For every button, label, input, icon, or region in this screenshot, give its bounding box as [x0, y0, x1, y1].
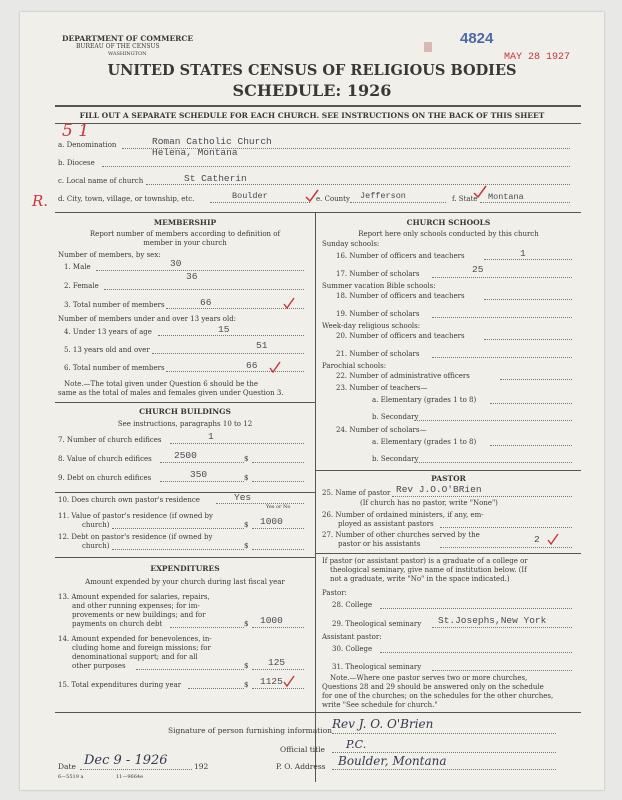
- bureau-name: BUREAU OF THE CENSUS: [76, 43, 160, 50]
- q2-value: 36: [186, 271, 198, 282]
- membership-note-2: same as the total of males and females given under Question 3.: [58, 389, 284, 397]
- official-title-label: Official title: [280, 745, 325, 754]
- q31-label: 31. Theological seminary: [332, 663, 422, 671]
- state-value: Montana: [488, 192, 524, 202]
- buildings-intro: See instructions, paragraphs 10 to 12: [117, 420, 253, 428]
- city-name: WASHINGTON: [108, 51, 147, 57]
- dollar-sign: $: [244, 662, 249, 670]
- pastor-subheading: Pastor:: [322, 589, 347, 597]
- q14-label-3: denominational support; and for all: [72, 653, 198, 661]
- q24b-label: b. Secondary: [372, 455, 419, 463]
- graduate-instruction-1: If pastor (or assistant pastor) is a graduate of a college or: [322, 557, 528, 565]
- divider: [55, 105, 581, 107]
- q26-label-2: ployed as assistant pastors: [338, 520, 434, 528]
- dollar-sign: $: [244, 620, 249, 628]
- q26-label-1: 26. Number of ordained ministers, if any, em-: [322, 511, 484, 519]
- q19-label: 19. Number of scholars: [336, 310, 420, 318]
- q12-label-1: 12. Debt on pastor's residence (if owned by: [58, 533, 213, 541]
- dollar-sign: $: [244, 474, 249, 482]
- membership-heading: MEMBERSHIP: [153, 218, 217, 227]
- assistant-pastor-subheading: Assistant pastor:: [322, 633, 382, 641]
- q14-label-4: other purposes: [72, 662, 126, 670]
- q13-label-1: 13. Amount expended for salaries, repairs,: [58, 593, 210, 601]
- q29-label: 29. Theological seminary: [332, 620, 422, 628]
- q8-label: 8. Value of church edifices: [58, 455, 152, 463]
- divider: [316, 553, 581, 554]
- column-divider: [315, 212, 316, 782]
- q9-label: 9. Debt on church edifices: [58, 474, 152, 482]
- divider: [55, 712, 581, 713]
- q11-label-1: 11. Value of pastor's residence (if owned by: [58, 512, 213, 520]
- po-address-value: Boulder, Montana: [338, 754, 447, 768]
- q7-label: 7. Number of church edifices: [58, 436, 162, 444]
- q23-label: 23. Number of teachers—: [336, 384, 428, 392]
- q28-label: 28. College: [332, 601, 373, 609]
- form-title: UNITED STATES CENSUS OF RELIGIOUS BODIES: [107, 62, 517, 79]
- yes-no-hint: Yes or No: [266, 504, 291, 510]
- q24a-label: a. Elementary (grades 1 to 8): [372, 438, 477, 446]
- form-code-1: 6—5519 a: [58, 774, 84, 780]
- margin-mark: R.: [32, 192, 49, 210]
- q15-label: 15. Total expenditures during year: [58, 681, 182, 689]
- q25-value: Rev J.O.O'BRien: [396, 484, 482, 495]
- divider: [55, 212, 581, 213]
- sunday-schools-label: Sunday schools:: [322, 240, 380, 248]
- members-by-age-label: Number of members under and over 13 years old:: [58, 315, 237, 323]
- q13-value: 1000: [260, 615, 283, 626]
- denomination-value: Roman Catholic Church: [152, 136, 272, 147]
- summer-schools-label: Summer vacation Bible schools:: [322, 282, 436, 290]
- q5-value: 51: [256, 340, 268, 351]
- q17-label: 17. Number of scholars: [336, 270, 420, 278]
- form-code-2: 11—9664e: [116, 774, 144, 780]
- signature-label: Signature of person furnishing information: [168, 726, 332, 735]
- q25-note: (If church has no pastor, write "None"): [360, 499, 498, 507]
- schools-heading: CHURCH SCHOOLS: [406, 218, 491, 227]
- denomination-label: a. Denomination: [58, 141, 117, 149]
- county-label: e. County: [316, 195, 350, 203]
- expenditures-intro: Amount expended by your church during last fiscal year: [85, 578, 285, 586]
- q4-value: 15: [218, 324, 230, 335]
- q4-label: 4. Under 13 years of age: [64, 328, 152, 336]
- date-received-stamp: MAY 28 1927: [504, 52, 571, 63]
- q25-label: 25. Name of pastor: [322, 489, 391, 497]
- local-name-value: St Catherin: [184, 173, 247, 184]
- q13-label-3: provements or new buildings; and for: [72, 611, 206, 619]
- dollar-sign: $: [244, 542, 249, 550]
- official-title-value: P.C.: [346, 738, 367, 751]
- red-mark: [424, 42, 432, 52]
- divider: [55, 402, 315, 403]
- q24-label: 24. Number of scholars—: [336, 426, 427, 434]
- q11-label-2: church): [82, 521, 110, 529]
- graduate-instruction-2: theological seminary, give name of institution below. (If: [330, 566, 527, 574]
- date-suffix: 192: [194, 762, 209, 771]
- q13-label-2: and other running expenses; for im-: [72, 602, 200, 610]
- membership-intro-1: Report number of members according to definition of: [89, 230, 281, 238]
- q3-value: 66: [200, 297, 212, 308]
- denomination-value-line2: Helena, Montana: [152, 147, 238, 158]
- q20-label: 20. Number of officers and teachers: [336, 332, 465, 340]
- q16-value: 1: [520, 248, 526, 259]
- q21-label: 21. Number of scholars: [336, 350, 420, 358]
- q16-label: 16. Number of officers and teachers: [336, 252, 465, 260]
- dollar-sign: $: [244, 455, 249, 463]
- margin-number: 5 1: [62, 121, 90, 141]
- membership-intro-2: member in your church: [143, 239, 227, 247]
- po-address-label: P. O. Address: [276, 762, 326, 771]
- divider: [55, 123, 581, 124]
- red-check-icon: [282, 296, 296, 310]
- buildings-heading: CHURCH BUILDINGS: [139, 407, 231, 416]
- q22-label: 22. Number of administrative officers: [336, 372, 470, 380]
- red-check-icon: [304, 188, 320, 204]
- red-check-icon: [546, 532, 560, 546]
- q14-label-2: cluding home and foreign missions; for: [72, 644, 211, 652]
- weekday-schools-label: Week-day religious schools:: [322, 322, 421, 330]
- q1-value: 30: [170, 258, 182, 269]
- q11-value: 1000: [260, 516, 283, 527]
- red-check-icon: [472, 184, 488, 200]
- q3-label: 3. Total number of members: [64, 301, 165, 309]
- members-by-sex-label: Number of members, by sex:: [58, 251, 161, 259]
- city-label: d. City, town, village, or township, etc.: [58, 195, 195, 203]
- q27-label-2: pastor or his assistants: [338, 540, 421, 548]
- dollar-sign: $: [244, 521, 249, 529]
- q29-value: St.Josephs,New York: [438, 615, 547, 626]
- q10-value: Yes: [234, 492, 252, 503]
- schools-intro: Report here only schools conducted by this church: [358, 230, 539, 238]
- q10-label: 10. Does church own pastor's residence: [58, 496, 200, 504]
- membership-note-1: Note.—The total given under Question 6 should be the: [64, 380, 259, 388]
- dollar-sign: $: [244, 681, 249, 689]
- q7-value: 1: [208, 431, 214, 442]
- divider: [55, 557, 315, 558]
- signature-value: Rev J. O. O'Brien: [332, 717, 434, 731]
- graduate-instruction-3: not a graduate, write "No" in the space indicated.): [330, 575, 510, 583]
- q6-value: 66: [246, 360, 258, 371]
- q12-label-2: church): [82, 542, 110, 550]
- date-value: Dec 9 - 1926: [84, 753, 168, 768]
- q13-label-4: payments on church debt: [72, 620, 163, 628]
- instruction-line: FILL OUT A SEPARATE SCHEDULE FOR EACH CHURCH. SEE INSTRUCTIONS ON THE BACK OF THIS SHEET: [79, 111, 545, 120]
- pastor-note-3: for one of the churches; on the schedules for the other churches,: [322, 692, 554, 700]
- form-subtitle: SCHEDULE: 1926: [232, 81, 392, 100]
- pastor-note-4: write "See schedule for church.": [322, 701, 438, 709]
- parochial-schools-label: Parochial schools:: [322, 362, 387, 370]
- q14-value: 125: [268, 657, 286, 668]
- q23b-label: b. Secondary: [372, 413, 419, 421]
- expenditures-heading: EXPENDITURES: [150, 564, 220, 573]
- q14-label-1: 14. Amount expended for benevolences, in-: [58, 635, 212, 643]
- stamp-number: 4824: [460, 30, 494, 47]
- divider: [316, 470, 581, 471]
- q15-value: 1125: [260, 676, 283, 687]
- date-label: Date: [58, 762, 76, 771]
- q8-value: 2500: [174, 450, 197, 461]
- q9-value: 350: [190, 469, 208, 480]
- county-value: Jefferson: [360, 191, 406, 201]
- local-name-label: c. Local name of church: [58, 177, 144, 185]
- q6-label: 6. Total number of members: [64, 364, 165, 372]
- q2-label: 2. Female: [64, 282, 99, 290]
- q18-label: 18. Number of officers and teachers: [336, 292, 465, 300]
- q27-label-1: 27. Number of other churches served by the: [322, 531, 480, 539]
- q27-value: 2: [534, 534, 540, 545]
- pastor-heading: PASTOR: [431, 474, 466, 483]
- red-check-icon: [268, 360, 282, 374]
- census-schedule-sheet: [20, 12, 604, 790]
- state-label: f. State: [452, 195, 478, 203]
- pastor-note-2: Questions 28 and 29 should be answered only on the schedule: [322, 683, 544, 691]
- q1-label: 1. Male: [64, 263, 91, 271]
- pastor-note-1: Note.—Where one pastor serves two or more churches,: [330, 674, 528, 682]
- divider: [55, 492, 315, 493]
- city-value: Boulder: [232, 191, 268, 201]
- q17-value: 25: [472, 264, 484, 275]
- department-name: DEPARTMENT OF COMMERCE: [62, 34, 194, 43]
- red-check-icon: [282, 674, 296, 688]
- q30-label: 30. College: [332, 645, 373, 653]
- q23a-label: a. Elementary (grades 1 to 8): [372, 396, 477, 404]
- diocese-label: b. Diocese: [58, 159, 95, 167]
- q5-label: 5. 13 years old and over: [64, 346, 150, 354]
